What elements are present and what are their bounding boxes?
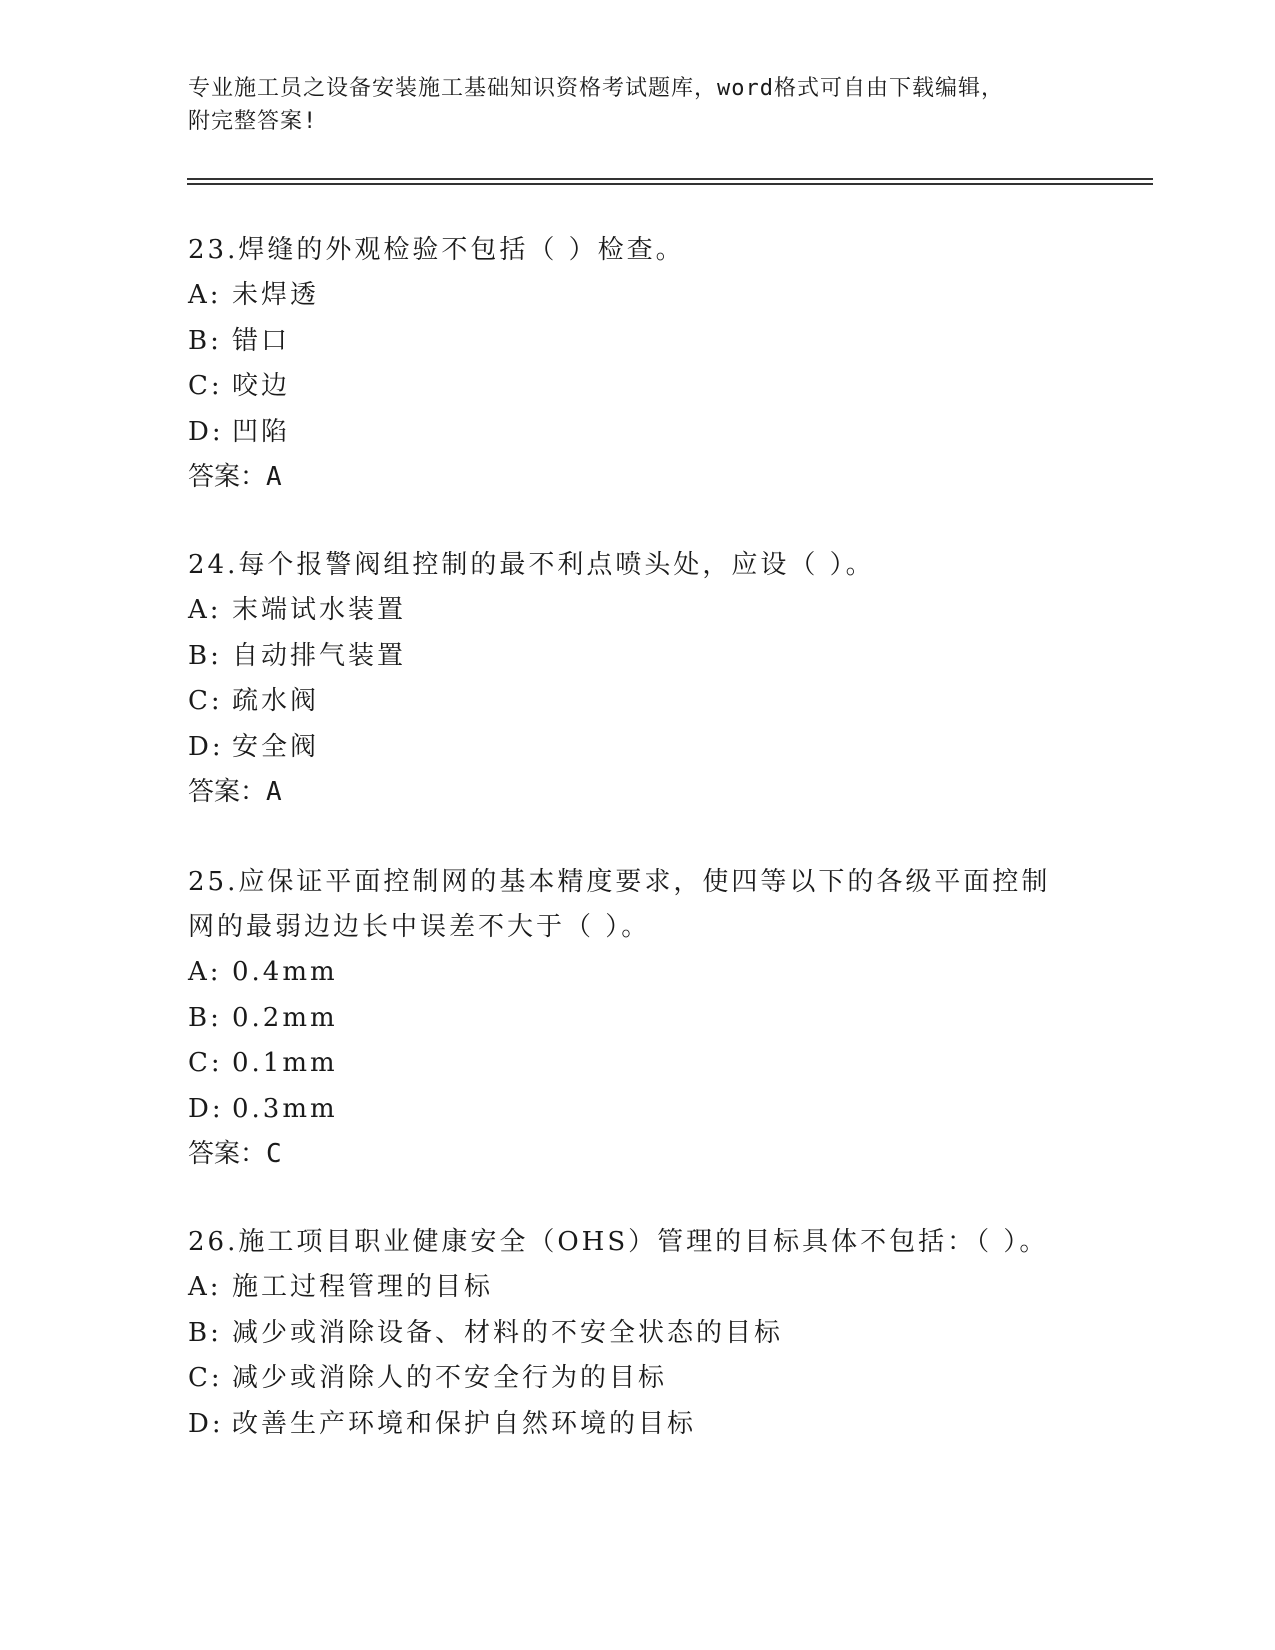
option-b [188, 1311, 1188, 1357]
option-text: 0.2mm [232, 1002, 338, 1033]
header-divider-bottom [187, 183, 1153, 185]
option-key: D: [188, 1093, 224, 1124]
question-23 [188, 228, 1088, 501]
question-26 [188, 1220, 1188, 1447]
option-b [188, 319, 1088, 365]
option-text: 安全阀 [232, 731, 320, 762]
question-stem: 24.每个报警阀组控制的最不利点喷头处，应设（ ）。 [188, 550, 875, 580]
question-stem: 26.施工项目职业健康安全（OHS）管理的目标具体不包括：（ ）。 [188, 1227, 1049, 1257]
option-text: 凹陷 [232, 416, 291, 447]
option-c [188, 1041, 1068, 1087]
document-header [188, 72, 1088, 138]
option-c [188, 679, 1088, 725]
option-key: B: [188, 640, 222, 671]
option-key: C: [188, 371, 223, 401]
option-text: 0.3mm [232, 1093, 338, 1124]
answer-line: 答案：C [188, 1139, 282, 1169]
option-key: B: [188, 1317, 222, 1348]
option-text: 0.4mm [232, 957, 338, 987]
header-line-2: 附完整答案! [188, 109, 318, 134]
option-text: 0.1mm [232, 1048, 338, 1078]
option-key: D: [188, 1408, 224, 1439]
option-key: A: [188, 595, 222, 625]
option-key: D: [188, 731, 224, 762]
question-25 [188, 860, 1068, 1178]
option-key: C: [188, 1048, 223, 1078]
option-key: C: [188, 686, 223, 716]
option-key: B: [188, 325, 222, 356]
option-text: 末端试水装置 [232, 595, 407, 625]
option-a [188, 588, 1088, 634]
header-line-1: 专业施工员之设备安装施工基础知识资格考试题库，word格式可自由下载编辑， [188, 76, 1004, 101]
option-key: A: [188, 280, 222, 310]
option-text: 改善生产环境和保护自然环境的目标 [232, 1408, 697, 1439]
option-key: C: [188, 1363, 223, 1393]
option-text: 咬边 [232, 371, 291, 401]
option-text: 疏水阀 [232, 686, 320, 716]
option-text: 未焊透 [232, 280, 320, 310]
option-text: 减少或消除设备、材料的不安全状态的目标 [232, 1317, 784, 1348]
option-key: B: [188, 1002, 222, 1033]
question-24 [188, 543, 1088, 816]
question-stem: 25.应保证平面控制网的基本精度要求，使四等以下的各级平面控制网的最弱边边长中误差不大于（ ）。 [188, 867, 1051, 942]
option-key: D: [188, 416, 224, 447]
option-c [188, 364, 1088, 410]
option-d [188, 1087, 1068, 1133]
option-text: 减少或消除人的不安全行为的目标 [232, 1363, 668, 1393]
option-a [188, 950, 1068, 996]
option-c [188, 1356, 1188, 1402]
option-b [188, 634, 1088, 680]
option-d [188, 410, 1088, 456]
option-d [188, 725, 1088, 771]
answer-line: 答案：A [188, 777, 282, 807]
option-b [188, 996, 1068, 1042]
option-d [188, 1402, 1188, 1448]
option-text: 错口 [232, 325, 291, 356]
option-a [188, 1265, 1188, 1311]
question-stem: 23.焊缝的外观检验不包括（ ）检查。 [188, 235, 685, 265]
answer-line: 答案：A [188, 462, 282, 492]
header-divider-top [187, 178, 1153, 180]
option-a [188, 273, 1088, 319]
option-key: A: [188, 957, 222, 987]
option-text: 施工过程管理的目标 [232, 1272, 494, 1302]
option-key: A: [188, 1272, 222, 1302]
option-text: 自动排气装置 [232, 640, 407, 671]
